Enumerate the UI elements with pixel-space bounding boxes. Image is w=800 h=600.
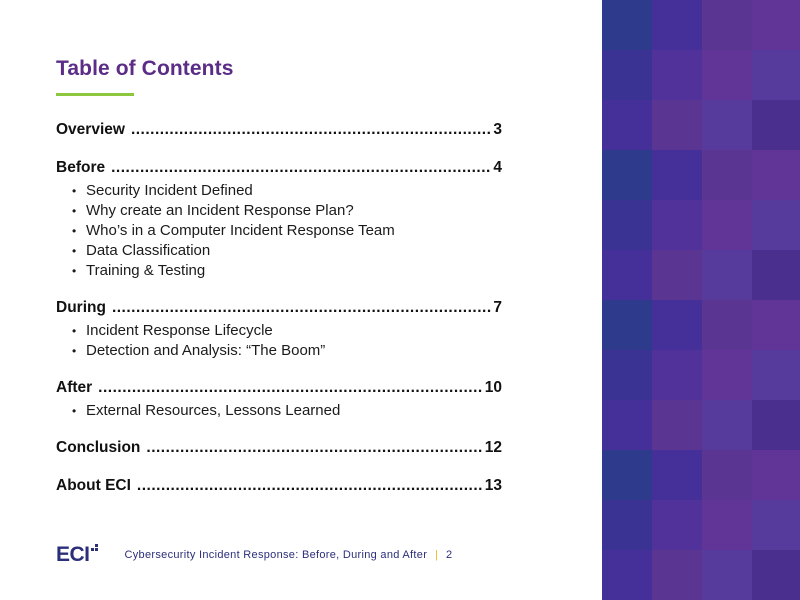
mosaic-tile [652,150,702,200]
toc-entry-after[interactable] [56,379,502,397]
mosaic-tile [652,500,702,550]
toc-subitem[interactable]: • Detection and Analysis: “The Boom” [72,342,326,359]
mosaic-tile [752,350,800,400]
mosaic-tile [752,450,800,500]
title-underline [56,93,134,96]
mosaic-tile [602,200,652,250]
toc-entry-during[interactable] [56,299,502,317]
toc-subitems-before [72,181,395,281]
dot-leader [137,477,483,495]
dot-leader [146,439,482,457]
footer-separator: | [435,549,439,561]
toc-entry-label: Overview [56,121,125,138]
mosaic-tile [702,550,752,600]
toc-entry-label: After [56,379,93,396]
toc-entry-conclusion[interactable] [56,439,502,457]
toc-entry-page: 13 [484,477,502,494]
mosaic-tile [602,100,652,150]
dot-leader [111,159,491,177]
mosaic-tile [702,200,752,250]
bullet-icon: • [72,264,77,278]
mosaic-tile [752,250,800,300]
mosaic-tile [752,200,800,250]
mosaic-tile [702,0,752,50]
mosaic-tile [702,100,752,150]
footer-page-number: 2 [446,549,453,561]
mosaic-tile [702,300,752,350]
toc-entry-page: 10 [484,379,502,396]
toc-subitem[interactable]: • Training & Testing [72,262,206,279]
bullet-icon: • [72,344,77,358]
mosaic-tile [652,550,702,600]
mosaic-tile [702,50,752,100]
mosaic-tile [652,50,702,100]
logo-pixel-mark-icon [91,544,99,556]
mosaic-tile [602,500,652,550]
mosaic-tile [652,0,702,50]
toc-subitem[interactable]: • External Resources, Lessons Learned [72,402,341,419]
toc-subitem[interactable]: • Security Incident Defined [72,182,253,199]
toc-entry-before[interactable] [56,159,502,177]
dot-leader [112,299,491,317]
mosaic-tile [652,450,702,500]
mosaic-tile [752,550,800,600]
mosaic-tile [752,500,800,550]
dot-leader [131,121,491,139]
mosaic-tile [602,300,652,350]
toc-subitem[interactable]: • Incident Response Lifecycle [72,322,273,339]
mosaic-tile [602,150,652,200]
mosaic-tile [702,500,752,550]
page-footer [56,540,452,570]
toc-subitem[interactable]: • Who’s in a Computer Incident Response Team [72,222,395,239]
toc-entry-about-eci[interactable] [56,477,502,495]
logo-text: ECI [56,543,90,566]
toc-subitem[interactable]: • Data Classification [72,242,211,259]
mosaic-tile [702,450,752,500]
mosaic-tile [702,400,752,450]
bullet-icon: • [72,184,77,198]
bullet-icon: • [72,404,77,418]
mosaic-tile [652,350,702,400]
toc-subitem[interactable]: • Why create an Incident Response Plan? [72,202,354,219]
bullet-icon: • [72,224,77,238]
mosaic-tile [752,150,800,200]
toc-entry-page: 4 [493,159,502,176]
mosaic-tile [752,0,800,50]
mosaic-tile [652,200,702,250]
toc-entry-overview[interactable] [56,121,502,139]
dot-leader [98,379,483,397]
mosaic-tile [652,100,702,150]
mosaic-tile [602,550,652,600]
toc-entry-label: About ECI [56,477,131,494]
mosaic-tile [602,450,652,500]
mosaic-tile [702,350,752,400]
toc-entry-label: Before [56,159,106,176]
toc-entry-page: 12 [484,439,502,456]
mosaic-tile [702,250,752,300]
mosaic-tile [602,350,652,400]
mosaic-tile [752,50,800,100]
toc-entry-page: 7 [493,299,502,316]
mosaic-tile [602,0,652,50]
mosaic-tile [702,150,752,200]
decorative-side-panel [602,0,800,600]
mosaic-tile [752,300,800,350]
mosaic-tile [652,250,702,300]
mosaic-tile [602,400,652,450]
mosaic-tile [652,300,702,350]
toc-entry-label: During [56,299,106,316]
toc-entry-page: 3 [493,121,502,138]
mosaic-tile [752,100,800,150]
mosaic-tile [602,50,652,100]
toc-subitems-during [72,321,325,361]
mosaic-tile [652,400,702,450]
bullet-icon: • [72,204,77,218]
eci-logo [56,543,99,567]
footer-document-title: Cybersecurity Incident Response: Before, During and After [124,549,428,561]
toc-subitems-after [72,401,340,421]
mosaic-tile [602,250,652,300]
bullet-icon: • [72,324,77,338]
page-title: Table of Contents [56,57,234,80]
mosaic-tile [752,400,800,450]
toc-entry-label: Conclusion [56,439,141,456]
bullet-icon: • [72,244,77,258]
